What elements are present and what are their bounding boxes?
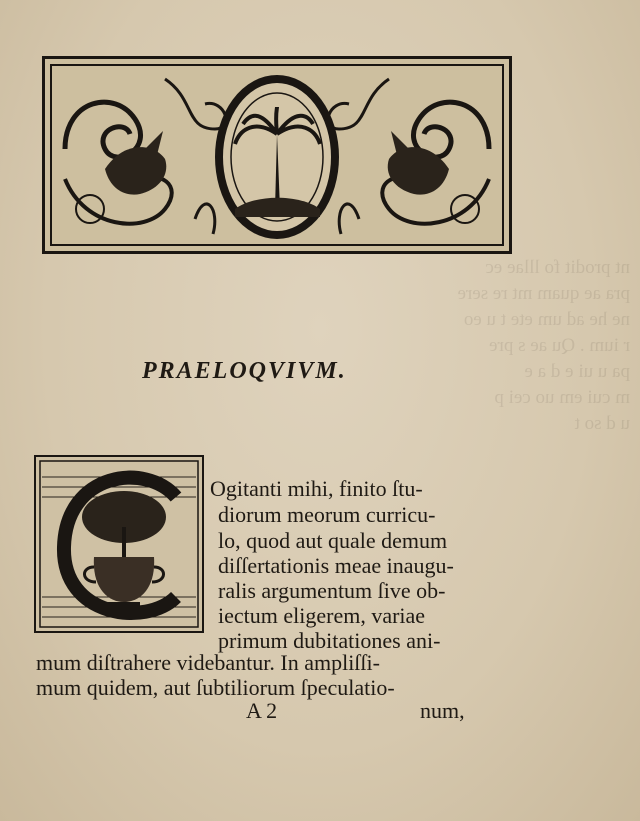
text-line-1: Ogitanti mihi, finito ſtu- (210, 476, 423, 501)
text-line-3: lo, quod aut quale demum (218, 528, 448, 553)
catchword: num, (420, 698, 465, 723)
text-line-8: mum diſtrahere videbantur. In ampliſſi- (36, 650, 380, 675)
signature-mark: A 2 (246, 698, 278, 723)
text-line-2: diorum meorum curricu- (218, 502, 436, 527)
decorated-initial-c (34, 455, 204, 633)
text-line-4: diſſertationis meae inaugu- (218, 553, 454, 578)
text-line-5: ralis argumentum ſive ob- (218, 578, 446, 603)
text-line-6: iectum eligerem, variae (218, 603, 426, 628)
ornamental-headpiece (42, 56, 512, 254)
text-line-7: primum dubitationes ani- (218, 628, 441, 653)
text-line-9: mum quidem, aut ſubtiliorum ſpeculatio- (36, 675, 395, 700)
show-through-text: nt prodit fo lllae ec pra ae quam mt re sere ne he ad um ete t u eo r ium . Qu ae s pre pa u ui e d a e m cui em uo cei p u d so t (457, 257, 630, 434)
page-title: PRAELOQVIVM. (142, 358, 347, 384)
